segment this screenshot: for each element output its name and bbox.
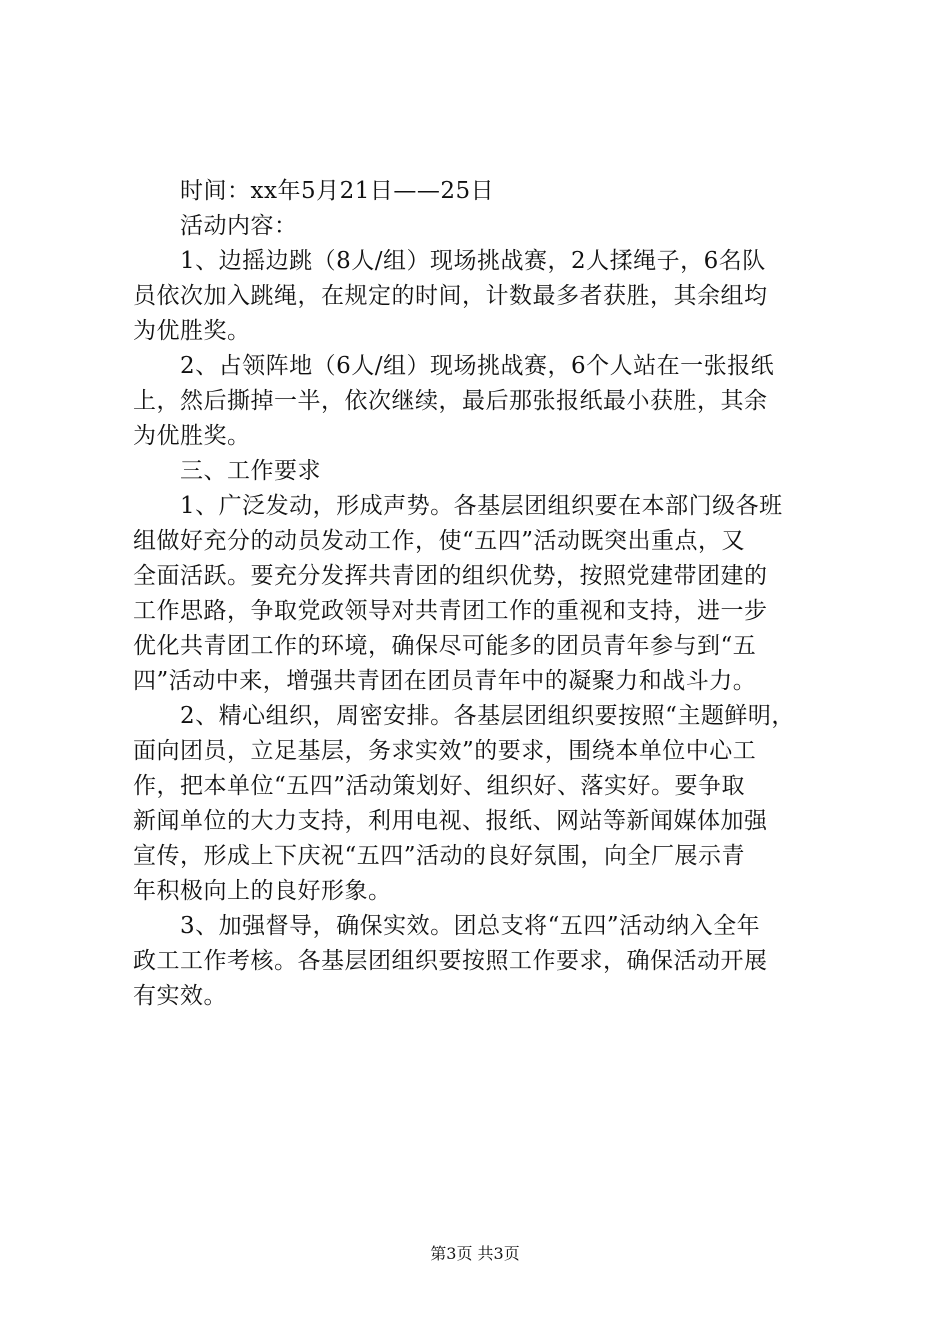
page-footer <box>0 1244 950 1264</box>
text-line: 为优胜奖。 <box>133 318 251 344</box>
text-line: 年积极向上的良好形象。 <box>133 878 392 904</box>
document-body <box>133 174 833 1014</box>
text-line: 作，把本单位“五四”活动策划好、组织好、落实好。要争取 <box>133 773 746 799</box>
text-line: 四”活动中来，增强共青团在团员青年中的凝聚力和战斗力。 <box>133 668 757 694</box>
text-line: 2、精心组织，周密安排。各基层团组织要按照“主题鲜明， <box>133 703 795 729</box>
text-line: 政工工作考核。各基层团组织要按照工作要求，确保活动开展 <box>133 948 768 974</box>
text-line: 3、加强督导，确保实效。团总支将“五四”活动纳入全年 <box>133 913 761 939</box>
page-number: 第3页 共3页 <box>430 1244 520 1263</box>
text-line: 时间：xx年5月21日——25日 <box>133 178 495 204</box>
text-line: 1、边摇边跳（8人/组）现场挑战赛，2人揉绳子，6名队 <box>133 248 766 274</box>
text-line: 面向团员，立足基层，务求实效”的要求，围绕本单位中心工 <box>133 738 757 764</box>
text-line: 员依次加入跳绳，在规定的时间，计数最多者获胜，其余组均 <box>133 283 768 309</box>
text-line: 上，然后撕掉一半，依次继续，最后那张报纸最小获胜，其余 <box>133 388 768 414</box>
text-line: 宣传，形成上下庆祝“五四”活动的良好氛围，向全厂展示青 <box>133 843 746 869</box>
text-line: 全面活跃。要充分发挥共青团的组织优势，按照党建带团建的 <box>133 563 768 589</box>
text-line: 为优胜奖。 <box>133 423 251 449</box>
text-line: 优化共青团工作的环境，确保尽可能多的团员青年参与到“五 <box>133 633 757 659</box>
text-line: 1、广泛发动，形成声势。各基层团组织要在本部门级各班 <box>133 493 783 519</box>
text-line: 新闻单位的大力支持，利用电视、报纸、网站等新闻媒体加强 <box>133 808 768 834</box>
text-line: 工作思路，争取党政领导对共青团工作的重视和支持，进一步 <box>133 598 768 624</box>
text-line: 有实效。 <box>133 983 227 1009</box>
text-line: 活动内容： <box>133 213 298 239</box>
section-heading: 三、工作要求 <box>133 458 321 484</box>
text-line: 组做好充分的动员发动工作，使“五四”活动既突出重点，又 <box>133 528 746 554</box>
text-line: 2、占领阵地（6人/组）现场挑战赛，6个人站在一张报纸 <box>133 353 775 379</box>
